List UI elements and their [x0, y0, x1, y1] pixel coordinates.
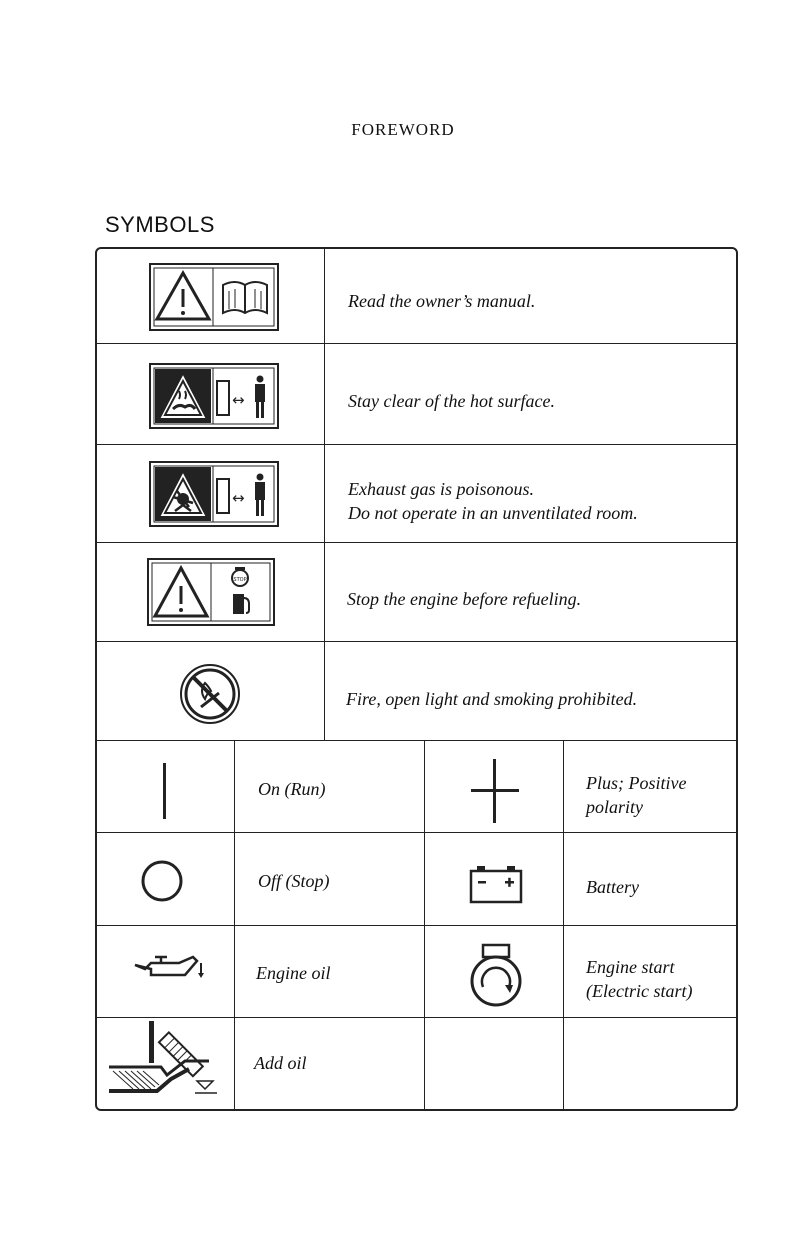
symbol-description: Off (Stop) — [258, 871, 330, 891]
symbol-description: Engine start (Electric start) — [586, 957, 693, 1001]
no-fire-no-smoking-icon — [179, 663, 241, 725]
symbol-description: Stop the engine before refueling. — [347, 589, 582, 609]
symbol-description: Exhaust gas is poisonous. Do not operate in an unventilated room. — [348, 479, 638, 523]
symbol-description: Battery — [586, 877, 639, 897]
plus-positive-icon — [471, 759, 519, 823]
symbol-description: Stay clear of the hot surface. — [348, 391, 555, 411]
off-stop-icon — [140, 859, 184, 903]
engine-start-icon — [465, 943, 527, 1009]
symbol-description: Engine oil — [256, 963, 331, 983]
symbols-heading: SYMBOLS — [105, 212, 215, 237]
foreword-heading: FOREWORD — [351, 120, 455, 139]
add-oil-icon — [105, 1019, 229, 1097]
symbol-description: Add oil — [254, 1053, 307, 1073]
hot-surface-keep-clear-icon — [149, 363, 279, 429]
battery-icon — [469, 866, 523, 904]
symbol-description: Read the owner’s manual. — [348, 291, 536, 311]
exhaust-gas-keep-clear-icon — [149, 461, 279, 527]
on-run-icon — [159, 763, 171, 819]
engine-oil-can-icon — [131, 953, 211, 983]
symbol-description: Plus; Positive polarity — [586, 773, 687, 817]
symbols-table — [95, 247, 738, 1111]
warning-read-manual-icon — [149, 263, 279, 331]
symbol-description: On (Run) — [258, 779, 326, 799]
symbol-description: Fire, open light and smoking prohibited. — [346, 689, 638, 709]
svg-text:↔: ↔ — [232, 489, 245, 507]
svg-text:↔: ↔ — [232, 391, 245, 409]
svg-text:STOP: STOP — [233, 577, 247, 583]
stop-engine-refuel-icon — [147, 558, 275, 626]
